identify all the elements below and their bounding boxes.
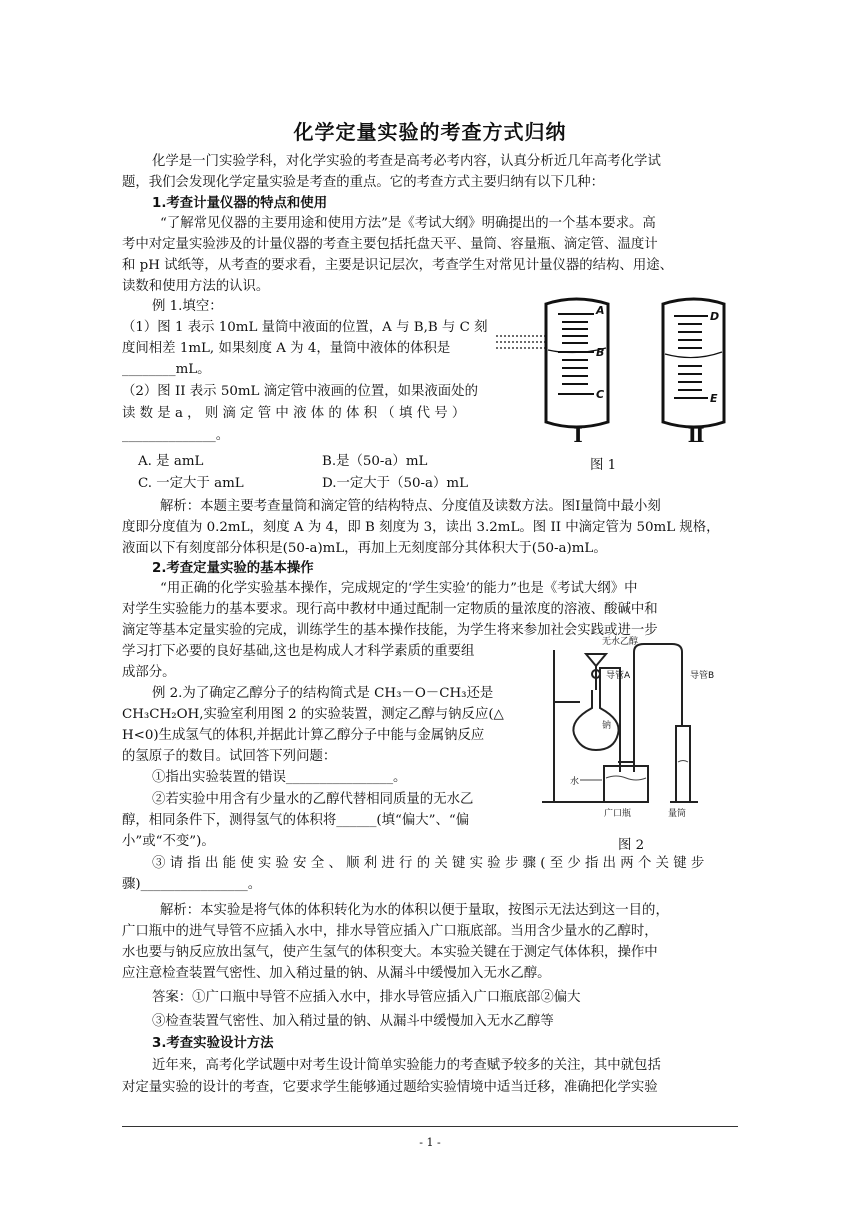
example-1-line: ________mL。 bbox=[122, 362, 211, 377]
analysis-1-line: 解析：本题主要考查量筒和滴定管的结构特点、分度值及读数方法。图Ⅰ量筒中最小刻 bbox=[160, 499, 661, 514]
example-2-line: ②若实验中用含有少量水的乙醇代替相同质量的无水乙 bbox=[152, 792, 474, 807]
example-2-line: 小”或“不变”)。 bbox=[122, 834, 215, 849]
label-d: D bbox=[710, 310, 720, 323]
paragraph-line: 成部分。 bbox=[122, 665, 176, 680]
example-2-line: 例 2.为了确定乙醇分子的结构简式是 CH₃－O－CH₃还是 bbox=[152, 686, 494, 701]
paragraph-line: 滴定等基本定量实验的完成，训练学生的基本操作技能，为学生将来参加社会实践或进一步 bbox=[122, 623, 658, 638]
paragraph-line: 学习打下必要的良好基础,这也是构成人才科学素质的重要组 bbox=[122, 644, 475, 659]
analysis-1-line: 液面以下有刻度部分体积是(50-a)mL，再加上无刻度部分其体积大于(50-a)mL。 bbox=[122, 541, 607, 556]
example-2-line: CH₃CH₂OH,实验室利用图 2 的实验装置，测定乙醇与钠反应(△ bbox=[122, 707, 504, 722]
section-3-heading: 3.考查实验设计方法 bbox=[152, 1036, 274, 1051]
example-1-line: （1）图 1 表示 10mL 量筒中液面的位置，A 与 B,B 与 C 刻 bbox=[122, 320, 488, 335]
figure-1-caption: 图 1 bbox=[590, 458, 617, 473]
section-1-heading: 1.考查计量仪器的特点和使用 bbox=[152, 196, 328, 211]
paragraph-line: “了解常见仪器的主要用途和使用方法”是《考试大纲》明确提出的一个基本要求。高 bbox=[160, 216, 656, 231]
page-number: - 1 - bbox=[419, 1136, 441, 1149]
paragraph-line: 对学生实验能力的基本要求。现行高中教材中通过配制一定物质的量浓度的溶液、酸碱中和 bbox=[122, 602, 658, 617]
intro-line: 题，我们会发现化学定量实验是考查的重点。它的考查方式主要归纳有以下几种： bbox=[122, 175, 605, 190]
option-d: D.一定大于（50-a）mL bbox=[322, 476, 468, 491]
figure-1-cylinder-and-burette bbox=[496, 292, 746, 444]
example-2-line: 醇，相同条件下，测得氢气的体积将______(填“偏大”、“偏 bbox=[122, 813, 470, 828]
label-wide-mouth-bottle: 广口瓶 bbox=[604, 809, 632, 819]
analysis-2-line: 广口瓶中的进气导管不应插入水中，排水导管应插入广口瓶底部。当用含少量水的乙醇时， bbox=[122, 924, 658, 939]
option-a: A. 是 amL bbox=[138, 454, 204, 469]
example-1-line: ______________。 bbox=[122, 428, 230, 443]
label-a: A bbox=[596, 304, 605, 317]
label-b: B bbox=[596, 346, 605, 359]
label-graduated-cylinder: 量筒 bbox=[668, 809, 687, 819]
label-e: E bbox=[710, 392, 718, 405]
example-2-line: 的氢原子的数目。试回答下列问题： bbox=[122, 749, 337, 764]
label-tube-a: 导管A bbox=[606, 671, 631, 681]
paragraph-line: 和 pH 试纸等，从考查的要求看，主要是识记层次，考查学生对常见计量仪器的结构、用途、 bbox=[122, 258, 673, 273]
intro-line: 化学是一门实验学科，对化学实验的考查是高考必考内容，认真分析近几年高考化学试 bbox=[152, 154, 661, 169]
label-roman-2: Ⅱ bbox=[687, 423, 705, 444]
figure-2-apparatus bbox=[540, 630, 740, 830]
page-title: 化学定量实验的考查方式归纳 bbox=[293, 120, 567, 144]
analysis-2-line: 水也要与钠反应放出氢气，使产生氢气的体积变大。本实验关键在于测定气体体积，操作中 bbox=[122, 945, 658, 960]
answer-line: ③检查装置气密性、加入稍过量的钠、从漏斗中缓慢加入无水乙醇等 bbox=[152, 1014, 554, 1029]
label-roman-1: I bbox=[573, 423, 583, 444]
example-2-line: H<0)生成氢气的体积,并据此计算乙醇分子中能与金属钠反应 bbox=[122, 728, 485, 743]
label-sodium: 钠 bbox=[602, 721, 612, 731]
analysis-2-line: 解析：本实验是将气体的体积转化为水的体积以便于量取，按图示无法达到这一目的， bbox=[160, 903, 669, 918]
paragraph-line: 读数和使用方法的认识。 bbox=[122, 279, 270, 294]
example-2-line: ①指出实验装置的错误________________。 bbox=[152, 770, 407, 785]
section-2-heading: 2.考查定量实验的基本操作 bbox=[152, 561, 314, 576]
analysis-1-line: 度即分度值为 0.2mL，刻度 A 为 4，即 B 刻度为 3，读出 3.2mL。图 II 中滴定管为 50mL 规格， bbox=[122, 520, 720, 535]
paragraph-line: 考中对定量实验涉及的计量仪器的考查主要包括托盘天平、量筒、容量瓶、滴定管、温度计 bbox=[122, 237, 658, 252]
footer-divider bbox=[122, 1126, 738, 1127]
label-anhydrous-ethanol: 无水乙醇 bbox=[602, 637, 639, 647]
label-tube-b: 导管B bbox=[690, 671, 715, 681]
example-1-line: （2）图 II 表示 50mL 滴定管中液画的位置，如果液面处的 bbox=[122, 384, 478, 399]
analysis-2-line: 应注意检查装置气密性、加入稍过量的钠、从漏斗中缓慢加入无水乙醇。 bbox=[122, 966, 551, 981]
example-2-line: 骤)________________。 bbox=[122, 877, 262, 892]
example-1-line: 读 数 是 a ， 则 滴 定 管 中 液 体 的 体 积 （ 填 代 号 ） bbox=[122, 406, 466, 421]
paragraph-line: 对定量实验的设计的考查，它要求学生能够通过题给实验情境中适当迁移，准确把化学实验 bbox=[122, 1080, 658, 1095]
example-2-line: ③ 请 指 出 能 使 实 验 安 全 、 顺 利 进 行 的 关 键 实 验 步 骤 ( 至 少 指 出 两 个 关 键 步 bbox=[152, 856, 705, 871]
label-c: C bbox=[596, 388, 605, 401]
figure-2-caption: 图 2 bbox=[618, 838, 645, 853]
answer-line: 答案：①广口瓶中导管不应插入水中，排水导管应插入广口瓶底部②偏大 bbox=[152, 990, 581, 1005]
paragraph-line: 近年来，高考化学试题中对考生设计简单实验能力的考查赋予较多的关注，其中就包括 bbox=[152, 1058, 661, 1073]
example-1-line: 度间相差 1mL, 如果刻度 A 为 4，量筒中液体的体积是 bbox=[122, 341, 451, 356]
label-water: 水 bbox=[570, 777, 580, 787]
option-c: C. 一定大于 amL bbox=[138, 476, 244, 491]
example-1-line: 例 1.填空： bbox=[152, 299, 223, 314]
paragraph-line: “用正确的化学实验基本操作，完成规定的‘学生实验’的能力”也是《考试大纲》中 bbox=[160, 581, 638, 596]
option-b: B.是（50-a）mL bbox=[322, 454, 428, 469]
